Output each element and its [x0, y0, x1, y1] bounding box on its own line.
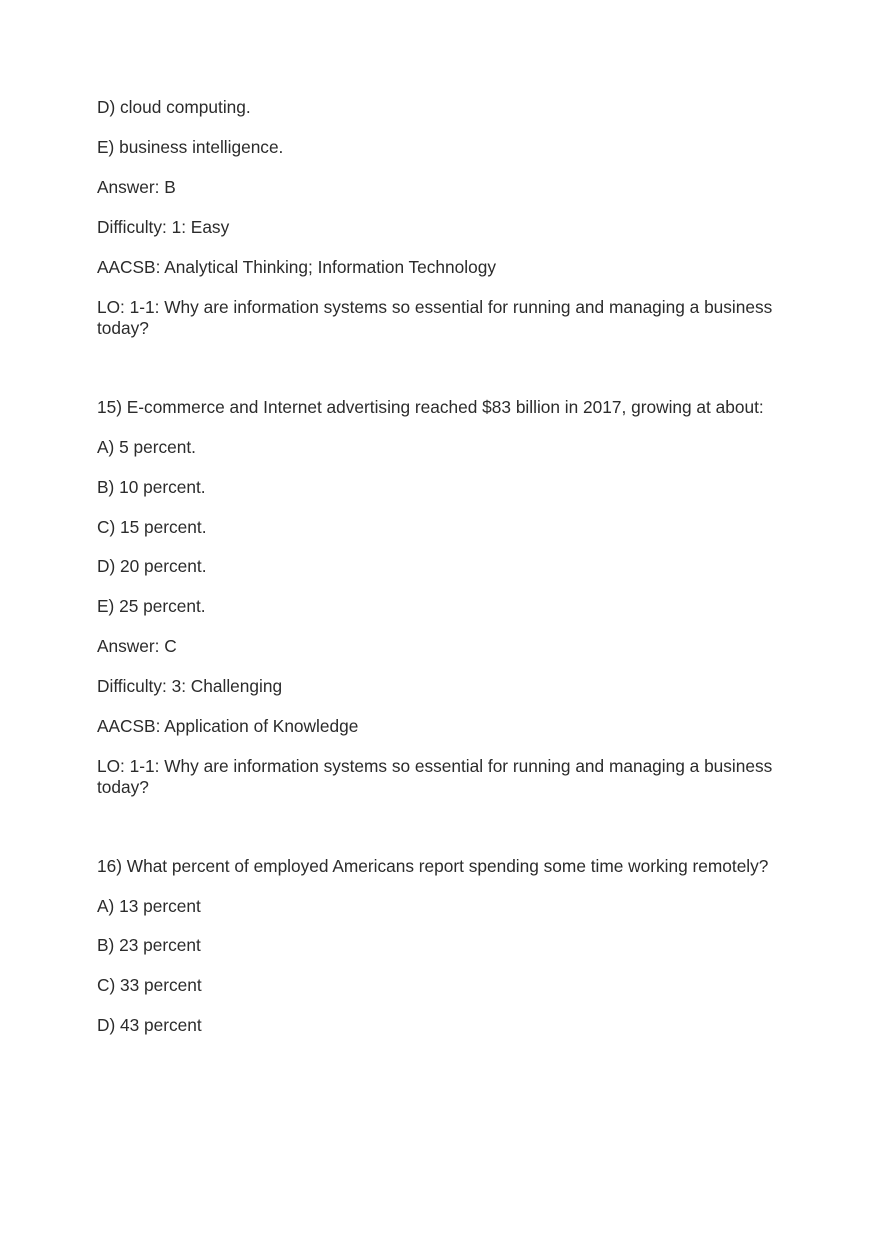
question-15-option-c: C) 15 percent.: [97, 517, 207, 537]
question-15-learning-objective: LO: 1-1: Why are information systems so essential for running and managing a business today?: [97, 756, 773, 797]
prev-aacsb: AACSB: Analytical Thinking; Information Technology: [97, 257, 496, 277]
question-16-option-b: B) 23 percent: [97, 935, 201, 955]
question-16-option-d: D) 43 percent: [97, 1015, 202, 1035]
prev-answer: Answer: B: [97, 177, 176, 197]
question-15-answer: Answer: C: [97, 636, 177, 656]
question-15-aacsb: AACSB: Application of Knowledge: [97, 716, 359, 736]
question-16-option-c: C) 33 percent: [97, 975, 202, 995]
question-15-difficulty: Difficulty: 3: Challenging: [97, 676, 283, 696]
question-16-stem: 16) What percent of employed Americans report spending some time working remotely?: [97, 856, 769, 876]
prev-difficulty: Difficulty: 1: Easy: [97, 217, 230, 237]
question-15-option-e: E) 25 percent.: [97, 596, 206, 616]
question-15-option-d: D) 20 percent.: [97, 556, 207, 576]
question-15-option-a: A) 5 percent.: [97, 437, 196, 457]
prev-option-d: D) cloud computing.: [97, 97, 251, 117]
question-15-option-b: B) 10 percent.: [97, 477, 206, 497]
prev-learning-objective: LO: 1-1: Why are information systems so essential for running and managing a business today?: [97, 297, 773, 338]
question-15-stem: 15) E-commerce and Internet advertising reached $83 billion in 2017, growing at about:: [97, 397, 764, 417]
prev-option-e: E) business intelligence.: [97, 137, 284, 157]
question-16-option-a: A) 13 percent: [97, 896, 201, 916]
